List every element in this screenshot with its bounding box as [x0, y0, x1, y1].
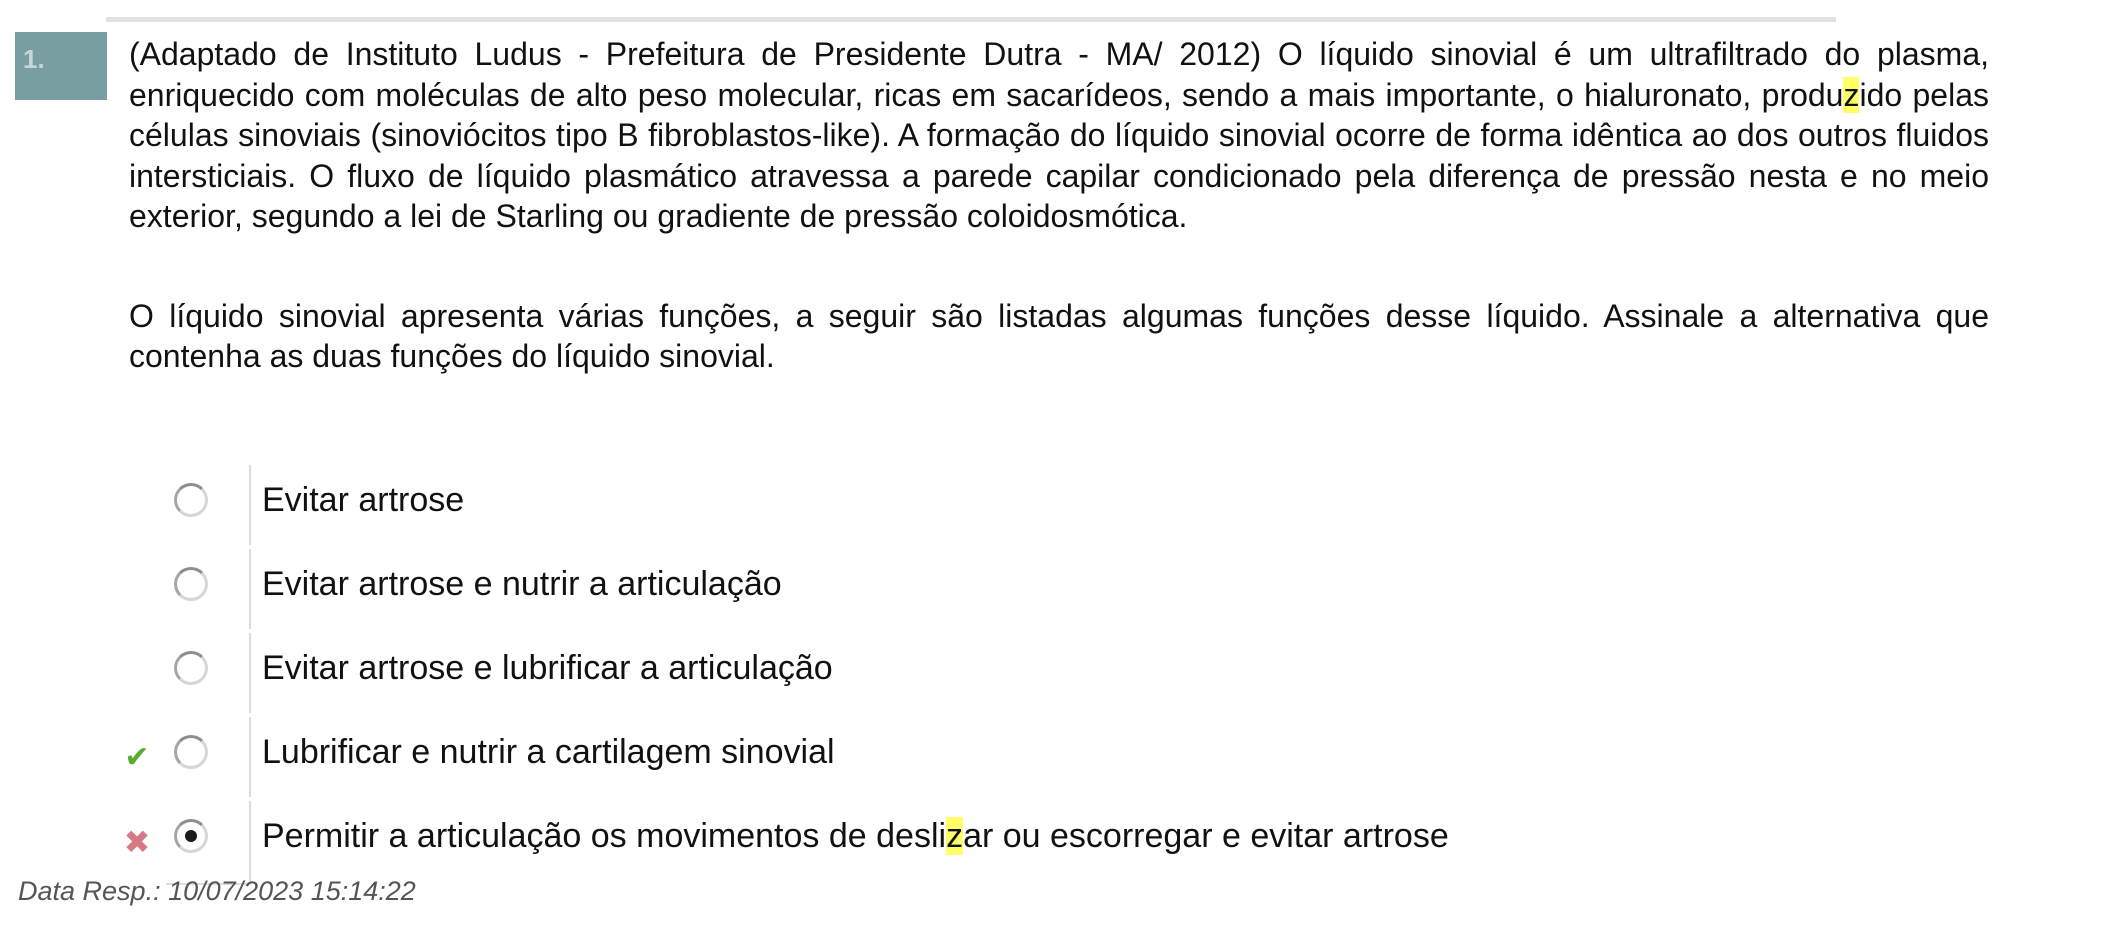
text-highlight: z — [946, 817, 964, 855]
radio-button[interactable] — [174, 651, 208, 685]
x-mark-icon: ✖ — [123, 824, 151, 860]
option-label: Lubrificar e nutrir a cartilagem sinovial — [262, 733, 835, 771]
option-5[interactable] — [110, 799, 1810, 883]
answer-options — [110, 463, 1810, 883]
radio-button[interactable] — [174, 567, 208, 601]
option-3[interactable] — [110, 631, 1810, 715]
question-text — [129, 34, 1989, 377]
option-divider — [249, 549, 251, 629]
radio-button-selected[interactable] — [174, 819, 208, 853]
option-label: Evitar artrose e lubrificar a articulação — [262, 649, 833, 687]
option-label: Evitar artrose — [262, 481, 465, 519]
question-context-paragraph: (Adaptado de Instituto Ludus - Prefeitura de Presidente Dutra - MA/ 2012) O líquido sinovial é um ultrafiltrado do plasma, enriquecido com moléculas de alto peso molecular, ricas em sacarídeos, sendo a mais importante, o hialuronato, produzido pelas células sinoviais (sinoviócitos tipo B fibroblastos-like). A formação do líquido sinovial ocorre de forma idêntica ao dos outros fluidos intersticiais. O fluxo de líquido plasmático atravessa a parede capilar condicionado pela diferença de pressão nesta e no meio exterior, segundo a lei de Starling ou gradiente de pressão coloidosmótica. — [129, 36, 1990, 234]
option-4[interactable] — [110, 715, 1810, 799]
option-divider — [249, 801, 251, 881]
option-divider — [249, 465, 251, 545]
radio-button[interactable] — [174, 483, 208, 517]
option-2[interactable] — [110, 547, 1810, 631]
option-divider — [249, 717, 251, 797]
option-label: Evitar artrose e nutrir a articulação — [262, 565, 782, 603]
top-divider — [106, 17, 1836, 22]
option-1[interactable] — [110, 463, 1810, 547]
question-number-badge: 1. — [15, 32, 107, 100]
radio-button[interactable] — [174, 735, 208, 769]
option-divider — [249, 633, 251, 713]
option-label: Permitir a articulação os movimentos de deslizar ou escorregar e evitar artrose — [262, 817, 1449, 855]
checkmark-icon: ✔ — [124, 741, 150, 774]
response-date: Data Resp.: 10/07/2023 15:14:22 — [18, 876, 416, 906]
text-highlight: z — [1843, 76, 1860, 113]
question-stem: O líquido sinovial apresenta várias funções, a seguir são listadas algumas funções desse líquido. Assinale a alternativa que contenha as duas funções do líquido sinovial. — [129, 297, 1989, 374]
